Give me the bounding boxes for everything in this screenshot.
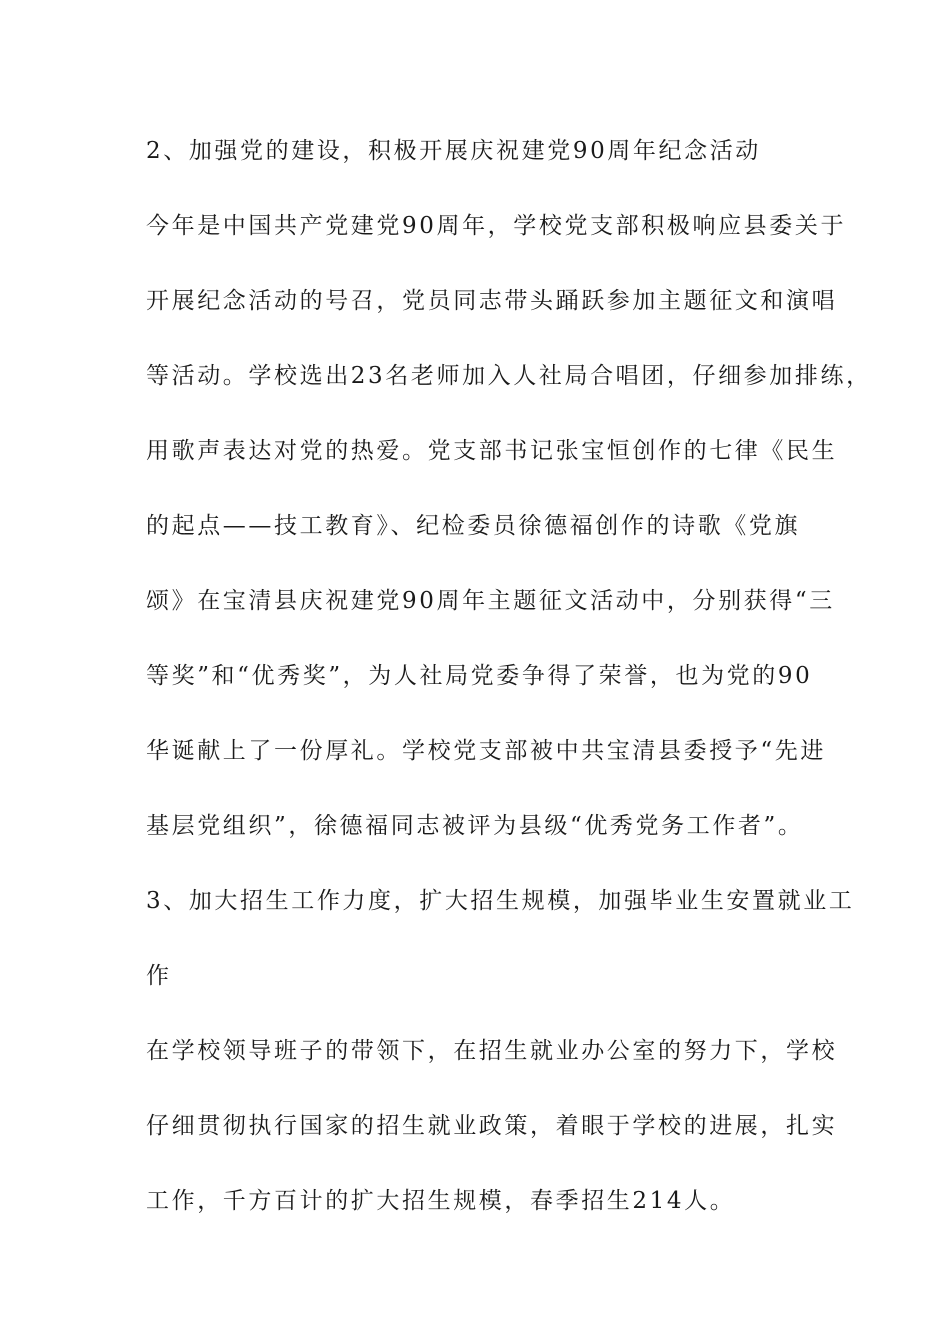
paragraph-line: 等活动。学校选出23名老师加入人社局合唱团，仔细参加排练， — [146, 363, 872, 389]
paragraph-line: 等奖”和“优秀奖”，为人社局党委争得了荣誉，也为党的90 — [146, 663, 813, 689]
paragraph-line: 基层党组织”，徐德福同志被评为县级“优秀党务工作者”。 — [146, 813, 804, 839]
section-heading-continuation: 作 — [146, 963, 172, 989]
section-heading-enrollment: 3、加大招生工作力度，扩大招生规模，加强毕业生安置就业工 — [146, 888, 855, 914]
paragraph-line: 的起点——技工教育》、纪检委员徐德福创作的诗歌《党旗 — [146, 513, 801, 539]
paragraph-line: 华诞献上了一份厚礼。学校党支部被中共宝清县委授予“先进 — [146, 738, 826, 764]
paragraph-line: 仔细贯彻执行国家的招生就业政策，着眼于学校的进展，扎实 — [146, 1113, 838, 1139]
paragraph-line: 在学校领导班子的带领下，在招生就业办公室的努力下，学校 — [146, 1038, 838, 1064]
paragraph-line: 今年是中国共产党建党90周年，学校党支部积极响应县委关于 — [146, 213, 847, 239]
section-heading-party-building: 2、加强党的建设，积极开展庆祝建党90周年纪念活动 — [146, 138, 761, 164]
paragraph-line: 开展纪念活动的号召，党员同志带头踊跃参加主题征文和演唱 — [146, 288, 838, 314]
paragraph-line: 工作，千方百计的扩大招生规模，春季招生214人。 — [146, 1188, 736, 1214]
paragraph-line: 用歌声表达对党的热爱。党支部书记张宝恒创作的七律《民生 — [146, 438, 838, 464]
paragraph-line: 颂》在宝清县庆祝建党90周年主题征文活动中，分别获得“三 — [146, 588, 835, 614]
